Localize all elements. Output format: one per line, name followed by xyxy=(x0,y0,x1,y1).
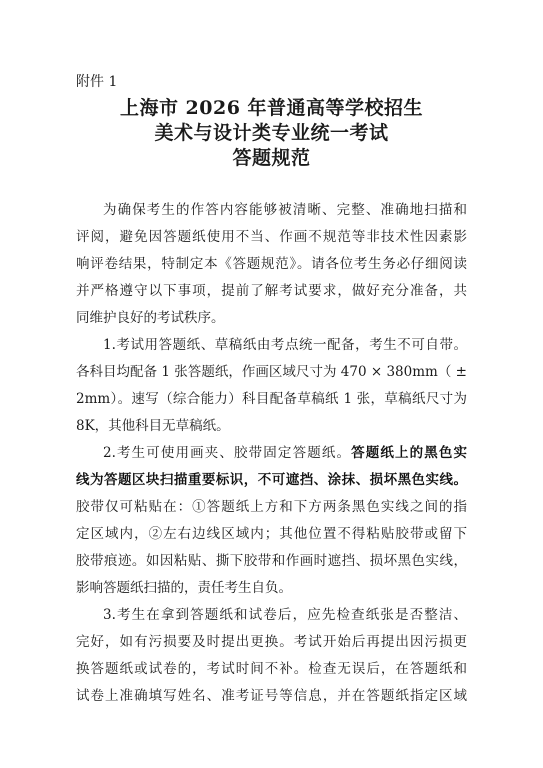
paragraph-line: 同维护良好的考试秩序。 xyxy=(76,310,225,326)
paragraph-line: 并严格遵守以下事项，提前了解考试要求，做好充分准备，共 xyxy=(76,283,467,299)
emphasis-text: 答题纸上的黑色实 xyxy=(351,445,468,461)
paragraph-line: 胶带仅可粘贴在：①答题纸上方和下方两条黑色实线之间的指 xyxy=(76,499,467,515)
paragraph-line: 胶带痕迹。如因粘贴、撕下胶带和作画时遮挡、损坏黑色实线， xyxy=(76,553,467,569)
paragraph-line: 影响答题纸扫描的，责任考生自负。 xyxy=(76,580,292,596)
document-title-line-1: 上海市 2026 年普通高等学校招生 xyxy=(119,97,424,119)
paragraph-line: 响评卷结果，特制定本《答题规范》。请各位考生务必仔细阅读 xyxy=(76,256,467,272)
paragraph-line: 为确保考生的作答内容能够被清晰、完整、准确地扫描和 xyxy=(103,202,467,218)
paragraph-line: 试卷上准确填写姓名、准考证号等信息，并在答题纸指定区域 xyxy=(76,688,467,704)
attachment-label: 附件 1 xyxy=(76,74,118,90)
paragraph-line: 各科目均配备 1 张答题纸，作画区域尺寸为 470 × 380mm（ ± xyxy=(76,364,467,380)
paragraph-line: 3.考生在拿到答题纸和试卷后，应先检查纸张是否整洁、 xyxy=(103,607,467,623)
paragraph-line: 完好，如有污损要及时提出更换。考试开始后再提出因污损更 xyxy=(76,634,467,650)
paragraph-line: 评阅，避免因答题纸使用不当、作画不规范等非技术性因素影 xyxy=(76,229,467,245)
paragraph-line: 2mm）。速写（综合能力）科目配备草稿纸 1 张，草稿纸尺寸为 xyxy=(76,391,467,407)
paragraph-text: 2.考生可使用画夹、胶带固定答题纸。 xyxy=(103,445,352,461)
emphasis-line: 线为答题区块扫描重要标识，不可遮挡、涂抹、损坏黑色实线。 xyxy=(76,472,467,488)
paragraph-line: 定区域内，②左右边线区域内；其他位置不得粘贴胶带或留下 xyxy=(76,526,467,542)
document-title-line-2: 美术与设计类专业统一考试 xyxy=(154,122,389,144)
paragraph-line xyxy=(103,443,467,463)
paragraph-line: 8K，其他科目无草稿纸。 xyxy=(76,418,230,434)
paragraph-line: 1.考试用答题纸、草稿纸由考点统一配备，考生不可自带。 xyxy=(103,337,467,353)
document-title-line-3: 答题规范 xyxy=(232,147,311,169)
paragraph-line: 换答题纸或试卷的，考试时间不补。检查无误后，在答题纸和 xyxy=(76,661,467,677)
